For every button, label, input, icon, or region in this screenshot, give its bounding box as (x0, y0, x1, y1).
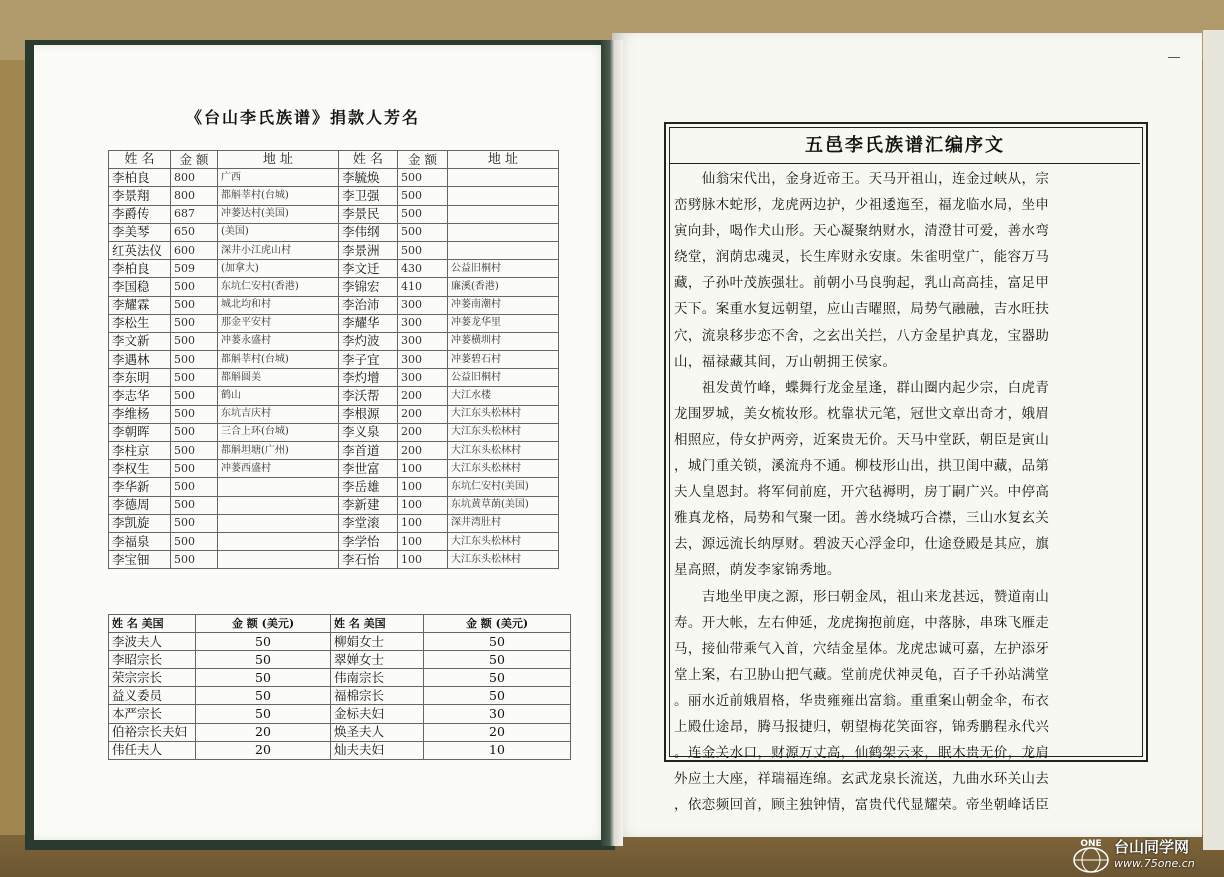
us-donor-amount: 20 (424, 723, 571, 741)
us-donor-name: 李波夫人 (109, 633, 196, 651)
us-header-name: 姓 名 美国 (109, 615, 196, 633)
donor-amount: 200 (398, 387, 448, 405)
table-row (109, 496, 559, 514)
donor-amount: 500 (171, 405, 218, 423)
preface-line: 穴，流泉移步恋不舍，之玄出关拦，八方金星护真龙，宝器助 (674, 327, 1050, 344)
donor-name: 李伟纲 (339, 223, 398, 241)
donor-amount: 300 (398, 332, 448, 350)
donor-name: 李锦宏 (339, 278, 398, 296)
donor-address (218, 496, 339, 514)
donor-address: 东坑吉庆村 (218, 405, 339, 423)
donor-amount: 500 (398, 241, 448, 259)
donor-name: 李国稳 (109, 278, 171, 296)
donor-name: 李世富 (339, 460, 398, 478)
donor-name: 李耀霖 (109, 296, 171, 314)
table-row (109, 532, 559, 550)
header-name-2: 姓 名 (339, 151, 398, 169)
donor-name: 李岳雄 (339, 478, 398, 496)
donor-name: 李文迁 (339, 260, 398, 278)
table-row (109, 405, 559, 423)
header-name: 姓 名 (109, 151, 171, 169)
preface-line: 去，源远流长纳厚财。碧波天心浮金印，仕途登殿是其应，旗 (674, 536, 1050, 553)
header-amount-2: 金 额 (398, 151, 448, 169)
preface-line: 堂上案，右卫胁山把气藏。堂前虎伏神灵龟，百子千孙站满堂 (674, 666, 1050, 683)
donor-name: 李朝晖 (109, 423, 171, 441)
preface-line: ，依恋频回首，顾主独钟情，富贵代代显耀荣。帝坐朝峰话臣 (674, 797, 1050, 814)
preface-line: 天下。案重水复远朝望，应山吉曜照，局势气融融，吉水旺扶 (674, 301, 1050, 318)
table-row (109, 669, 571, 687)
table-row (109, 651, 571, 669)
table-row (109, 460, 559, 478)
us-donor-amount: 20 (196, 741, 331, 759)
donor-address: 大江东头松林村 (448, 551, 559, 569)
donor-address: 大江东头松林村 (448, 460, 559, 478)
donor-amount: 500 (171, 460, 218, 478)
donor-name: 李景洲 (339, 241, 398, 259)
us-donor-amount: 30 (424, 705, 571, 723)
preface-line: 祖发黄竹峰，蝶舞行龙金星逢，群山圈内起少宗，白虎青 (674, 379, 1050, 396)
donor-address (448, 169, 559, 187)
donor-name: 李爵传 (109, 205, 171, 223)
donor-amount: 200 (398, 442, 448, 460)
donor-address: 大江水楼 (448, 387, 559, 405)
donor-amount: 500 (171, 442, 218, 460)
preface-line: 星高照，荫发李家锦秀地。 (674, 562, 841, 579)
us-donor-amount: 50 (196, 669, 331, 687)
donor-amount: 100 (398, 496, 448, 514)
table-row (109, 423, 559, 441)
site-logo-icon (1072, 836, 1110, 874)
table-row (109, 223, 559, 241)
preface-line: 外应土大座，祥瑞福连绵。玄武龙泉长流送，九曲水环关山去 (674, 771, 1050, 788)
donor-name: 李灼波 (339, 332, 398, 350)
preface-title-box (670, 129, 1140, 164)
donor-name: 李根源 (339, 405, 398, 423)
table-row (109, 723, 571, 741)
preface-line: 。丽水近前娥眉格，华贵雍雍出富翁。重重案山朝金伞，布衣 (674, 692, 1050, 709)
donor-address: 廉溪(香港) (448, 278, 559, 296)
donor-address: 大江东头松林村 (448, 442, 559, 460)
table-row (109, 332, 559, 350)
donor-address: 大江东头松林村 (448, 532, 559, 550)
us-donor-amount: 50 (196, 633, 331, 651)
table-row (109, 741, 571, 759)
us-donor-amount: 50 (196, 651, 331, 669)
donor-amount: 300 (398, 351, 448, 369)
donor-amount: 300 (398, 296, 448, 314)
donor-address (448, 241, 559, 259)
book-spine (601, 40, 623, 846)
donor-name: 李治沛 (339, 296, 398, 314)
preface-line: 峦劈脉木蛇形，龙虎两边护，少祖逶迤至，福龙临水局，坐申 (674, 197, 1050, 214)
table-row (109, 478, 559, 496)
donor-amount: 500 (171, 423, 218, 441)
table-row (109, 442, 559, 460)
us-donor-amount: 50 (424, 651, 571, 669)
table-row (109, 169, 559, 187)
donor-name: 李景翔 (109, 187, 171, 205)
site-url: www.75one.cn (1114, 857, 1195, 870)
donor-amount: 410 (398, 278, 448, 296)
donor-amount: 430 (398, 260, 448, 278)
donor-name: 李美琴 (109, 223, 171, 241)
donor-address: (加拿大) (218, 260, 339, 278)
donor-amount: 500 (171, 532, 218, 550)
site-logo-text: ONE (1080, 839, 1102, 849)
preface-line: 。连金关水口，财源万丈高，仙鹤架云来，眠木贵无价，龙肩 (674, 745, 1050, 762)
us-donor-name: 福棉宗长 (331, 687, 424, 705)
preface-line: 吉地坐甲庚之源，形曰朝金凤，祖山来龙甚远，赞道南山 (674, 588, 1050, 605)
donor-amount: 100 (398, 551, 448, 569)
donor-amount: 100 (398, 460, 448, 478)
donor-name: 李文新 (109, 332, 171, 350)
table-row (109, 687, 571, 705)
us-donor-amount: 50 (424, 669, 571, 687)
donor-name: 李松生 (109, 314, 171, 332)
donor-address: 东坑仁安村(美国) (448, 478, 559, 496)
donor-amount: 500 (171, 496, 218, 514)
donor-name: 李宝钿 (109, 551, 171, 569)
donor-address (218, 514, 339, 532)
donor-amount: 500 (171, 369, 218, 387)
donor-amount: 500 (171, 278, 218, 296)
donor-table (108, 150, 559, 569)
donor-amount: 500 (171, 314, 218, 332)
donor-name: 李柏良 (109, 260, 171, 278)
preface-line: 山，福禄藏其间，万山朝拥王侯家。 (674, 353, 897, 370)
header-address: 地 址 (218, 151, 339, 169)
donor-name: 李景民 (339, 205, 398, 223)
donor-address (448, 187, 559, 205)
donor-address: (美国) (218, 223, 339, 241)
donor-amount: 500 (171, 332, 218, 350)
watermark (1072, 836, 1222, 874)
donor-name: 李维杨 (109, 405, 171, 423)
background-right (1203, 30, 1224, 850)
donor-amount: 500 (398, 205, 448, 223)
us-donor-amount: 50 (424, 687, 571, 705)
donor-address: 都斛莘村(台城) (218, 351, 339, 369)
donor-address: 鹤山 (218, 387, 339, 405)
donor-amount: 500 (171, 478, 218, 496)
donor-amount: 500 (398, 169, 448, 187)
donor-name: 李沃帮 (339, 387, 398, 405)
us-donor-name: 李昭宗长 (109, 651, 196, 669)
donor-name: 李义泉 (339, 423, 398, 441)
donor-amount: 100 (398, 478, 448, 496)
donor-amount: 800 (171, 187, 218, 205)
donor-amount: 100 (398, 532, 448, 550)
donor-address (448, 223, 559, 241)
donor-address: 都斛坦塘(广州) (218, 442, 339, 460)
us-table-header (109, 615, 571, 633)
us-donor-amount: 10 (424, 741, 571, 759)
preface-line: 雅真龙格，局势和气聚一团。善水绕城巧合襟，三山水复玄关 (674, 510, 1050, 527)
site-name: 台山同学网 (1114, 838, 1190, 856)
donor-address: 深井湾肚村 (448, 514, 559, 532)
donor-name: 李凯旋 (109, 514, 171, 532)
table-row (109, 387, 559, 405)
donor-amount: 650 (171, 223, 218, 241)
us-donor-name: 益义委员 (109, 687, 196, 705)
us-donor-name: 金标夫妇 (331, 705, 424, 723)
donor-amount: 300 (398, 369, 448, 387)
donor-amount: 100 (398, 514, 448, 532)
donor-amount: 500 (171, 351, 218, 369)
table-row (109, 351, 559, 369)
donor-address (218, 551, 339, 569)
header-address-2: 地 址 (448, 151, 559, 169)
page-corner-mark (1168, 57, 1180, 58)
preface-title: 五邑李氏族谱汇编序文 (805, 135, 1005, 156)
us-donor-amount: 50 (196, 705, 331, 723)
preface-text (674, 166, 1138, 818)
donor-name: 李子宜 (339, 351, 398, 369)
donor-name: 李柏良 (109, 169, 171, 187)
donor-amount: 509 (171, 260, 218, 278)
header-amount: 金 额 (171, 151, 218, 169)
donor-name: 李灼增 (339, 369, 398, 387)
donor-address: 都斛莘村(台城) (218, 187, 339, 205)
us-donor-amount: 50 (196, 687, 331, 705)
donor-amount: 300 (398, 314, 448, 332)
donor-name: 李志华 (109, 387, 171, 405)
donor-table-header (109, 151, 559, 169)
table-row (109, 369, 559, 387)
preface-line: 寅向卦，喝作犬山形。天心凝聚纳财水，清澄甘可爱，善水弯 (674, 223, 1050, 240)
donor-amount: 800 (171, 169, 218, 187)
donor-address: 大江东头松林村 (448, 405, 559, 423)
us-donor-amount: 50 (424, 633, 571, 651)
donor-address: 都斛圆美 (218, 369, 339, 387)
donor-name: 李石怡 (339, 551, 398, 569)
donor-address: 公益旧桐村 (448, 260, 559, 278)
donor-address: 冲蒌龙华里 (448, 314, 559, 332)
donor-amount: 500 (171, 551, 218, 569)
table-row (109, 187, 559, 205)
donor-address: 深井小江虎山村 (218, 241, 339, 259)
donor-address (218, 532, 339, 550)
preface-line: 上殿仕途昂，腾马报捷归，朝望梅花笑面容，锦秀鹏程永代兴 (674, 718, 1050, 735)
donor-name: 李首道 (339, 442, 398, 460)
donor-name: 李华新 (109, 478, 171, 496)
donor-name: 李堂滚 (339, 514, 398, 532)
us-header-name-2: 姓 名 美国 (331, 615, 424, 633)
donor-address: 大江东头松林村 (448, 423, 559, 441)
donor-amount: 600 (171, 241, 218, 259)
table-row (109, 296, 559, 314)
us-donor-name: 翠婵女士 (331, 651, 424, 669)
donor-name: 红英法仪 (109, 241, 171, 259)
preface-line: 仙翁宋代出，金身近帝王。天马开祖山，连金过峡从，宗 (674, 171, 1050, 187)
donor-amount: 200 (398, 423, 448, 441)
donor-name: 李权生 (109, 460, 171, 478)
table-row (109, 551, 559, 569)
table-row (109, 633, 571, 651)
donor-address: 冲蒌南潮村 (448, 296, 559, 314)
preface-line: 绕堂，润荫忠魂灵，长生库财永安康。朱雀明堂广，能容万马 (674, 249, 1050, 266)
donor-name: 李柱京 (109, 442, 171, 460)
donor-amount: 500 (171, 387, 218, 405)
donor-address: 冲蒌西盛村 (218, 460, 339, 478)
donor-address: 冲蒌达村(美国) (218, 205, 339, 223)
preface-line: 寿。开大帐，左右伸延，龙虎掬抱前庭，中落脉，串珠飞雁走 (674, 614, 1050, 631)
donor-name: 李耀华 (339, 314, 398, 332)
donor-address: 冲蒌横圳村 (448, 332, 559, 350)
donor-address: 三合上环(台城) (218, 423, 339, 441)
donor-address: 东坑黄草蓢(美国) (448, 496, 559, 514)
table-row (109, 278, 559, 296)
table-row (109, 241, 559, 259)
donor-address: 冲蒌永盛村 (218, 332, 339, 350)
us-donor-name: 荣宗宗长 (109, 669, 196, 687)
us-donor-amount: 20 (196, 723, 331, 741)
us-donor-table (108, 614, 571, 760)
table-row (109, 514, 559, 532)
donor-amount: 500 (171, 514, 218, 532)
us-donor-name: 灿夫夫妇 (331, 741, 424, 759)
donor-address: 广西 (218, 169, 339, 187)
donor-name: 李学怡 (339, 532, 398, 550)
donor-amount: 200 (398, 405, 448, 423)
preface-line: 夫人皇恩封。将军伺前庭，开穴毡褥明，房丁嗣广兴。中停高 (674, 484, 1050, 501)
donor-name: 李卫强 (339, 187, 398, 205)
donor-address: 城北均和村 (218, 296, 339, 314)
table-row (109, 260, 559, 278)
donor-address: 那金平安村 (218, 314, 339, 332)
us-donor-name: 柳娟女士 (331, 633, 424, 651)
us-donor-name: 焕圣夫人 (331, 723, 424, 741)
us-donor-name: 伟任夫人 (109, 741, 196, 759)
table-row (109, 705, 571, 723)
donor-address: 东坑仁安村(香港) (218, 278, 339, 296)
preface-line: 龙围罗城，美女梳妆形。枕靠状元笔，冠世文章出奇才，娥眉 (674, 405, 1050, 422)
us-donor-name: 本严宗长 (109, 705, 196, 723)
donor-name: 李毓焕 (339, 169, 398, 187)
donor-amount: 500 (398, 223, 448, 241)
donor-address (448, 205, 559, 223)
donor-name: 李新建 (339, 496, 398, 514)
us-donor-name: 伟南宗长 (331, 669, 424, 687)
table-row (109, 205, 559, 223)
donor-address (218, 478, 339, 496)
donor-amount: 687 (171, 205, 218, 223)
donor-amount: 500 (171, 296, 218, 314)
donor-amount: 500 (398, 187, 448, 205)
preface-line: 藏，子孙叶茂族强壮。前朝小马良驹起，乳山高高挂，富足甲 (674, 275, 1050, 292)
donor-address: 公益旧桐村 (448, 369, 559, 387)
donor-list-title: 《台山李氏族谱》捐款人芳名 (186, 108, 421, 127)
donor-name: 李遇林 (109, 351, 171, 369)
preface-line: ，城门重关锁，溪流舟不通。柳枝形山出，拱卫闺中藏，品第 (674, 458, 1050, 475)
donor-name: 李德周 (109, 496, 171, 514)
table-row (109, 314, 559, 332)
donor-address: 冲蒌碧石村 (448, 351, 559, 369)
us-header-amount: 金 额 (美元) (196, 615, 331, 633)
preface-line: 相照应，侍女护两旁，近案贵无价。天马中堂跃，朝臣是寅山 (674, 431, 1050, 448)
us-donor-name: 伯裕宗长夫妇 (109, 723, 196, 741)
donor-name: 李福泉 (109, 532, 171, 550)
donor-name: 李东明 (109, 369, 171, 387)
us-header-amount-2: 金 额 (美元) (424, 615, 571, 633)
preface-line: 马，接仙带乘气入首，穴结金星体。龙虎忠诚可嘉，左护添牙 (674, 640, 1050, 657)
